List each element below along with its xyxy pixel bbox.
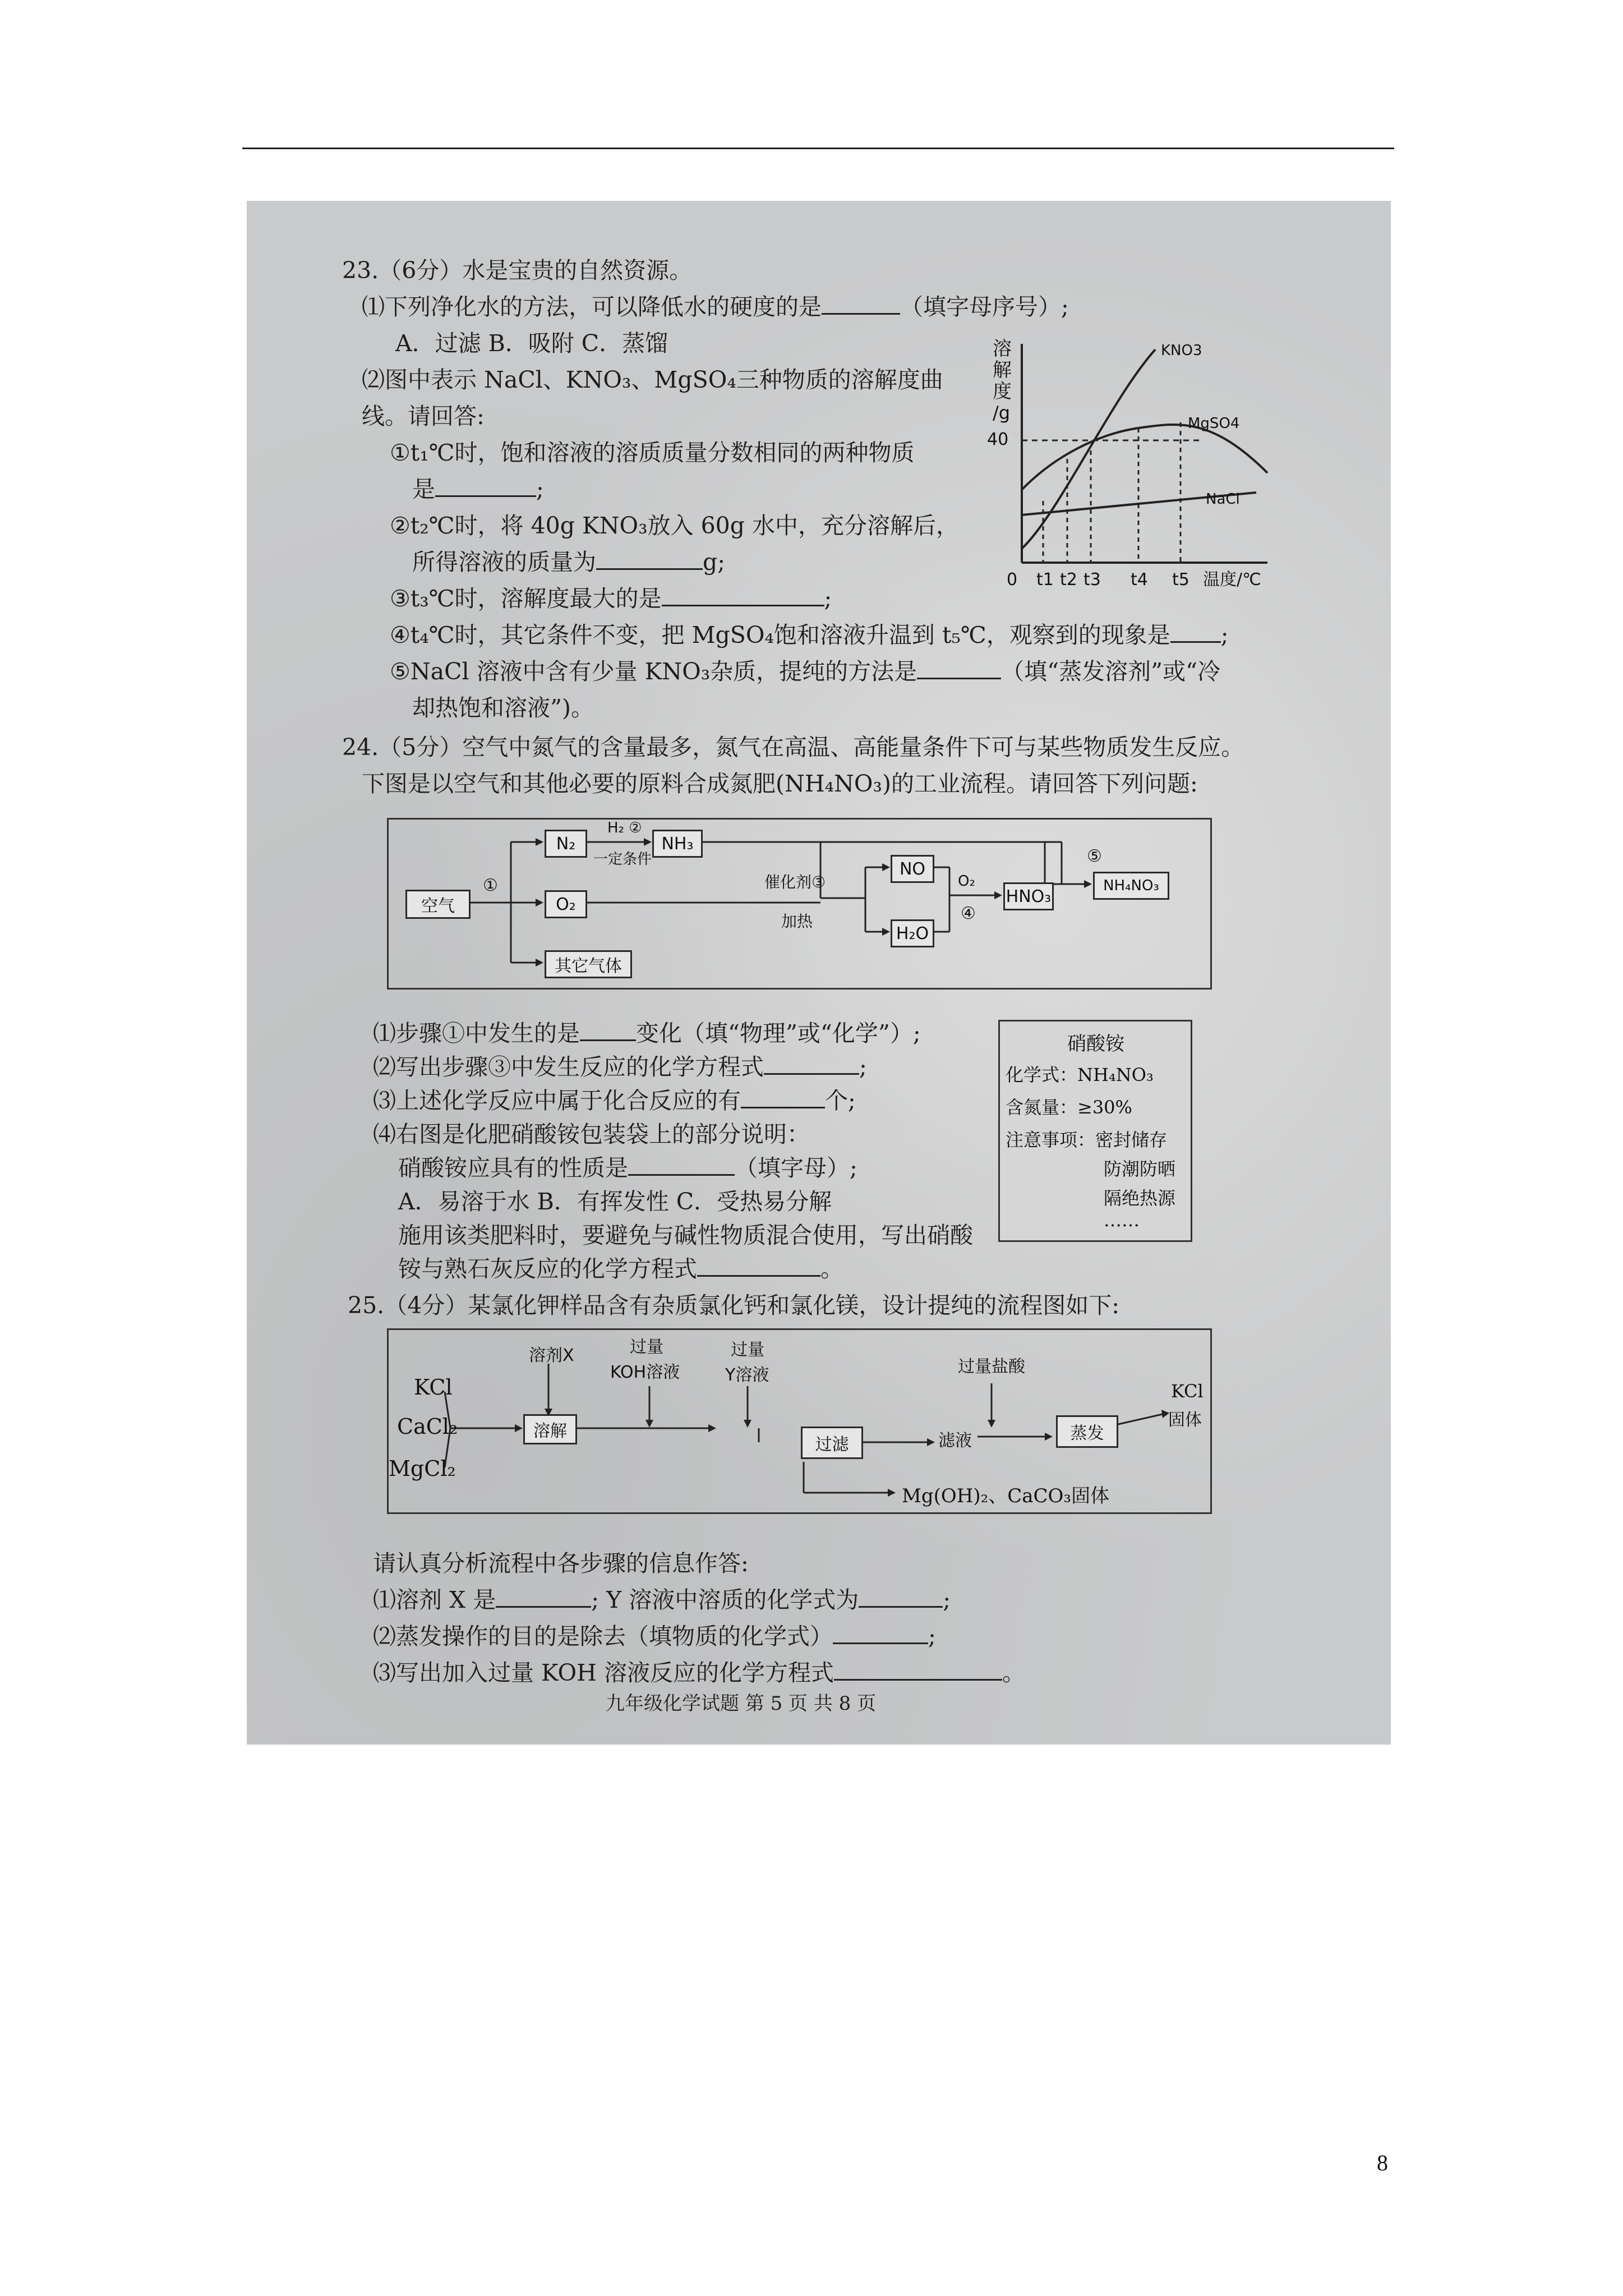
answer-blank[interactable] bbox=[741, 1088, 825, 1108]
flow-mgcl2: MgCl₂ bbox=[389, 1456, 456, 1481]
flow-catalyst-step3: 催化剂③ bbox=[764, 873, 826, 891]
fertilizer-label-nitrogen: 含氮量：≥30% bbox=[1006, 1097, 1132, 1118]
q23-sub3: ③t₃℃时，溶解度最大的是 ; bbox=[390, 585, 832, 612]
flow-y-solution: Y溶液 bbox=[725, 1365, 769, 1385]
flow-nh4no3: NH₄NO₃ bbox=[1093, 872, 1169, 900]
flow-other-gases: 其它气体 bbox=[545, 950, 632, 978]
flow-evaporate: 蒸发 bbox=[1056, 1415, 1118, 1448]
flow-koh: KOH溶液 bbox=[610, 1363, 680, 1382]
answer-blank[interactable] bbox=[1170, 622, 1221, 643]
t1-label: t1 bbox=[1036, 570, 1054, 590]
flow-step5: ⑤ bbox=[1087, 846, 1102, 866]
flow-dissolve: 溶解 bbox=[523, 1414, 577, 1444]
flow-precipitate: Mg(OH)₂、CaCO₃固体 bbox=[902, 1485, 1110, 1507]
answer-blank[interactable] bbox=[580, 1020, 636, 1041]
q25-flowchart bbox=[387, 1328, 1212, 1514]
flow-h2-step2: H₂ ② bbox=[607, 820, 642, 836]
q23-part2-line1: ⑵图中表示 NaCl、KNO₃、MgSO₄三种物质的溶解度曲 bbox=[362, 366, 943, 393]
graph-y40-label: 40 bbox=[987, 430, 1009, 449]
mgso4-label: MgSO4 bbox=[1188, 415, 1240, 432]
q24-a4e: 铵与熟石灰反应的化学方程式 。 bbox=[398, 1255, 843, 1282]
flow-kcl-solid-2: 固体 bbox=[1168, 1410, 1202, 1430]
fertilizer-label-notes-2: 防潮防晒 bbox=[1104, 1158, 1176, 1180]
q24-a2: ⑵写出步骤③中发生反应的化学方程式 ; bbox=[373, 1053, 867, 1080]
q24-a4c: A．易溶于水 B．有挥发性 C．受热易分解 bbox=[398, 1188, 832, 1215]
answer-blank[interactable] bbox=[435, 476, 536, 497]
flow-nh3: NH₃ bbox=[652, 830, 703, 858]
flow-kcl-solid-1: KCl bbox=[1171, 1381, 1204, 1402]
flow-reagent-x: 溶剂X bbox=[529, 1346, 574, 1365]
q23-sub4: ④t₄℃时，其它条件不变，把 MgSO₄饱和溶液升温到 t₅℃，观察到的现象是 ; bbox=[390, 622, 1229, 648]
flow-arrows bbox=[389, 820, 1210, 988]
answer-blank[interactable] bbox=[822, 294, 900, 315]
nacl-label: NaCl bbox=[1206, 491, 1240, 508]
flow-cacl2: CaCl₂ bbox=[397, 1414, 458, 1439]
answer-blank[interactable] bbox=[697, 1256, 820, 1277]
q25-prompt: 请认真分析流程中各步骤的信息作答: bbox=[373, 1550, 749, 1577]
fertilizer-label-ellipsis: …… bbox=[1104, 1209, 1140, 1231]
graph-ylabel-3: 度 bbox=[993, 380, 1012, 403]
fertilizer-label bbox=[998, 1020, 1192, 1242]
answer-blank[interactable] bbox=[764, 1054, 859, 1075]
kno3-curve bbox=[1022, 349, 1155, 549]
header-rule bbox=[242, 148, 1394, 149]
answer-blank[interactable] bbox=[496, 1587, 591, 1608]
graph-ylabel-2: 解 bbox=[993, 359, 1012, 381]
graph-origin: 0 bbox=[1007, 570, 1018, 590]
flow-o2-reagent: O₂ bbox=[958, 873, 975, 890]
answer-blank[interactable] bbox=[917, 659, 1001, 679]
answer-blank[interactable] bbox=[859, 1587, 943, 1608]
flow-kcl: KCl bbox=[414, 1375, 453, 1400]
q24-flowchart bbox=[387, 818, 1212, 990]
flow-no: NO bbox=[891, 855, 934, 883]
fertilizer-label-notes-3: 隔绝热源 bbox=[1104, 1188, 1176, 1209]
q25-b2: ⑵蒸发操作的目的是除去（填物质的化学式） ; bbox=[373, 1623, 936, 1650]
flow-h2o: H₂O bbox=[891, 919, 934, 947]
q25-title: 25.（4分）某氯化钾样品含有杂质氯化钙和氯化镁，设计提纯的流程图如下: bbox=[348, 1292, 1120, 1319]
solubility-graph bbox=[976, 333, 1335, 591]
flow-condition: 一定条件 bbox=[593, 851, 652, 868]
page-number: 8 bbox=[1377, 2150, 1388, 2175]
q25-b3: ⑶写出加入过量 KOH 溶液反应的化学方程式 。 bbox=[373, 1659, 1025, 1686]
fertilizer-label-notes: 注意事项：密封储存 bbox=[1006, 1129, 1168, 1151]
q24-a1: ⑴步骤①中发生的是 变化（填“物理”或“化学”）; bbox=[373, 1020, 921, 1047]
q23-part1-options: A．过滤 B．吸附 C．蒸馏 bbox=[395, 330, 668, 357]
q24-title: 24.（5分）空气中氮气的含量最多，氮气在高温、高能量条件下可与某些物质发生反应。 bbox=[342, 734, 1244, 761]
t3-label: t3 bbox=[1083, 570, 1101, 590]
answer-blank[interactable] bbox=[834, 1660, 1002, 1681]
answer-blank[interactable] bbox=[662, 586, 824, 606]
q24-a4b: 硝酸铵应具有的性质是 （填字母）; bbox=[398, 1154, 857, 1181]
fertilizer-label-formula: 化学式：NH₄NO₃ bbox=[1006, 1064, 1154, 1085]
q24-a4: ⑷右图是化肥硝酸铵包装袋上的部分说明： bbox=[373, 1121, 810, 1148]
flow-hno3: HNO₃ bbox=[1003, 882, 1054, 910]
flow-filter: 过滤 bbox=[801, 1427, 863, 1459]
kno3-label: KNO3 bbox=[1161, 342, 1202, 359]
q23-sub5: ⑤NaCl 溶液中含有少量 KNO₃杂质，提纯的方法是 （填“蒸发溶剂”或“冷 bbox=[390, 658, 1221, 685]
fertilizer-label-title: 硝酸铵 bbox=[1067, 1033, 1124, 1055]
t5-label: t5 bbox=[1172, 570, 1189, 590]
q23-sub2-line1: ②t₂℃时，将 40g KNO₃放入 60g 水中，充分溶解后， bbox=[390, 512, 960, 539]
answer-blank[interactable] bbox=[833, 1623, 928, 1644]
flow-step4: ④ bbox=[961, 904, 976, 923]
graph-xlabel: 温度/℃ bbox=[1203, 570, 1261, 590]
q23-title: 23.（6分）水是宝贵的自然资源。 bbox=[342, 257, 693, 284]
q23-part1: ⑴下列净化水的方法，可以降低水的硬度的是 （填字母序号）; bbox=[362, 293, 1069, 320]
exam-photo bbox=[247, 201, 1391, 1745]
flow-excess-2: 过量 bbox=[731, 1340, 764, 1360]
graph-ylabel-4: /g bbox=[993, 402, 1011, 424]
exam-footer: 九年级化学试题 第 5 页 共 8 页 bbox=[606, 1692, 877, 1715]
mgso4-curve bbox=[1022, 425, 1267, 490]
graph-ylabel-1: 溶 bbox=[993, 338, 1012, 360]
answer-blank[interactable] bbox=[596, 549, 703, 570]
q24-a3: ⑶上述化学反应中属于化合反应的有 个; bbox=[373, 1087, 856, 1114]
q23-sub2-line2: 所得溶液的质量为 g; bbox=[412, 549, 726, 576]
flow-heat: 加热 bbox=[781, 912, 813, 931]
q23-sub1-line2: 是 ; bbox=[412, 476, 544, 503]
answer-blank[interactable] bbox=[628, 1155, 735, 1176]
t2-label: t2 bbox=[1060, 570, 1077, 590]
q23-sub1-line1: ①t₁℃时，饱和溶液的溶质质量分数相同的两种物质 bbox=[390, 439, 915, 466]
q25-b1: ⑴溶剂 X 是 ; Y 溶液中溶质的化学式为 ; bbox=[373, 1586, 951, 1613]
q24-intro: 下图是以空气和其他必要的原料合成氮肥(NH₄NO₃)的工业流程。请回答下列问题: bbox=[362, 770, 1198, 797]
q23-sub5-line2: 却热饱和溶液”)。 bbox=[412, 694, 594, 721]
flow-step1: ① bbox=[483, 876, 498, 895]
flow-air: 空气 bbox=[405, 890, 471, 919]
flow-excess-1: 过量 bbox=[630, 1337, 663, 1357]
q24-a4d: 施用该类肥料时，要避免与碱性物质混合使用，写出硝酸 bbox=[398, 1222, 973, 1249]
flow-excess-hcl: 过量盐酸 bbox=[958, 1357, 1025, 1377]
flow-o2: O₂ bbox=[545, 890, 587, 918]
flow-filtrate: 滤液 bbox=[938, 1431, 972, 1451]
flow-n2: N₂ bbox=[545, 830, 587, 858]
t4-label: t4 bbox=[1131, 570, 1148, 590]
q23-part2-line2: 线。请回答: bbox=[362, 403, 485, 430]
